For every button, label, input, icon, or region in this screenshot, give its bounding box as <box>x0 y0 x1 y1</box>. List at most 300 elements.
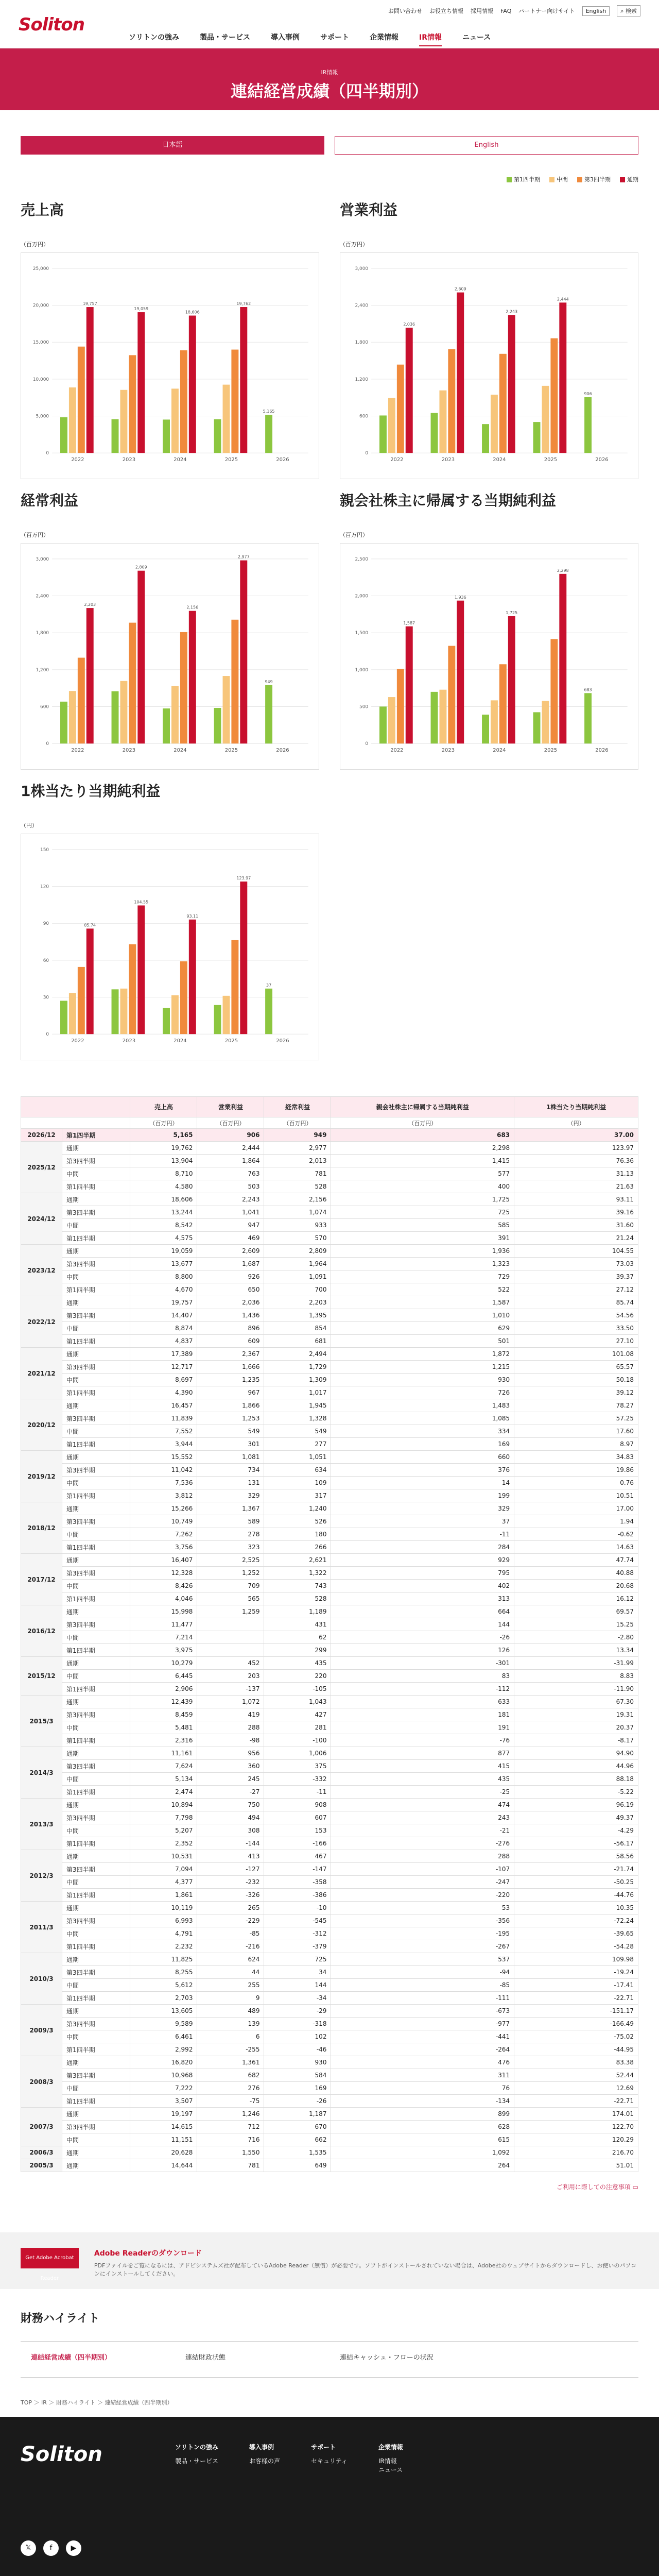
footer-link[interactable]: IR情報 <box>378 2458 397 2465</box>
table-row <box>21 1283 638 1296</box>
value-cell: -216 <box>197 1940 264 1953</box>
value-cell: 660 <box>331 1451 514 1464</box>
column-unit: （百万円） <box>264 1117 331 1129</box>
value-cell: -111 <box>331 1992 514 2005</box>
financial-highlights <box>0 2289 659 2378</box>
value-cell: 700 <box>264 1283 331 1296</box>
table-row <box>21 1760 638 1773</box>
value-cell: 11,161 <box>130 1747 197 1760</box>
value-cell: 528 <box>264 1592 331 1605</box>
search-icon: ⌕ <box>620 8 624 14</box>
y-tick-label: 30 <box>43 995 49 1001</box>
bar <box>388 697 395 743</box>
data-label: 1,725 <box>506 610 518 615</box>
y-tick-label: 15,000 <box>32 340 49 346</box>
value-cell: -26 <box>331 1631 514 1644</box>
value-cell: -137 <box>197 1683 264 1696</box>
value-cell: 503 <box>197 1180 264 1193</box>
value-cell: 216.70 <box>514 2146 638 2159</box>
bar <box>112 419 119 453</box>
value-cell: 1,309 <box>264 1374 331 1386</box>
value-cell: 435 <box>264 1657 331 1670</box>
value-cell: 57.25 <box>514 1412 638 1425</box>
value-cell: 14,615 <box>130 2121 197 2133</box>
value-cell: 8,426 <box>130 1580 197 1592</box>
value-cell: 615 <box>331 2133 514 2146</box>
bar <box>129 944 136 1034</box>
util-contact[interactable]: お問い合わせ <box>388 8 423 14</box>
bar <box>223 676 230 743</box>
value-cell: -8.17 <box>514 1734 638 1747</box>
data-label: 2,609 <box>454 286 466 292</box>
bar <box>499 354 507 453</box>
value-cell: 243 <box>331 1811 514 1824</box>
column-header: 売上高 <box>130 1097 197 1117</box>
table-row <box>21 1696 638 1708</box>
table-row <box>21 1811 638 1824</box>
legend-item: 中間 <box>549 175 568 183</box>
footer-link[interactable]: ソリトンの強み <box>175 2444 219 2451</box>
bar <box>265 415 272 453</box>
nav-company[interactable]: 企業情報 <box>370 33 398 42</box>
util-english[interactable]: English <box>582 6 610 16</box>
value-cell: 1,328 <box>264 1412 331 1425</box>
value-cell: 14 <box>331 1477 514 1489</box>
quarter-cell: 第3四半期 <box>62 1258 130 1270</box>
table-row <box>21 1335 638 1348</box>
value-cell: 469 <box>197 1232 264 1245</box>
value-cell: 311 <box>331 2069 514 2082</box>
footer-column <box>175 2443 218 2474</box>
value-cell: 67.30 <box>514 1696 638 1708</box>
chart-title: 経常利益 <box>21 492 79 509</box>
fin-link-quarterly[interactable]: 連結経営成績（四半期別） <box>21 2342 175 2378</box>
chart-svg <box>26 549 314 764</box>
value-cell: 220 <box>264 1670 331 1683</box>
value-cell: 683 <box>331 1129 514 1142</box>
value-cell: 17.60 <box>514 1425 638 1438</box>
global-nav <box>129 32 491 46</box>
data-label: 2,977 <box>237 554 250 560</box>
value-cell: 1,043 <box>264 1696 331 1708</box>
value-cell: 7,536 <box>130 1477 197 1489</box>
value-cell: 8,800 <box>130 1270 197 1283</box>
footer-logo[interactable]: Soliton <box>21 2443 102 2466</box>
column-header: 親会社株主に帰属する当期純利益 <box>331 1097 514 1117</box>
x-tick-label: 2026 <box>276 1038 289 1044</box>
page-title: 連結経営成績（四半期別） <box>230 81 428 101</box>
value-cell: -276 <box>331 1837 514 1850</box>
value-cell: 537 <box>331 1953 514 1966</box>
value-cell: -247 <box>331 1876 514 1889</box>
value-cell: 3,812 <box>130 1489 197 1502</box>
footer-link[interactable]: 企業情報 <box>378 2444 403 2451</box>
value-cell: 19.86 <box>514 1464 638 1477</box>
value-cell: 528 <box>264 1180 331 1193</box>
footer-column <box>311 2443 348 2474</box>
quarter-cell: 第3四半期 <box>62 1206 130 1219</box>
table-row <box>21 1979 638 1992</box>
period-cell: 2026/12 <box>21 1129 62 1142</box>
value-cell: 7,262 <box>130 1528 197 1541</box>
value-cell: 15,266 <box>130 1502 197 1515</box>
bar <box>137 571 145 743</box>
value-cell: -31.99 <box>514 1657 638 1670</box>
value-cell: 930 <box>264 2056 331 2069</box>
y-tick-label: 0 <box>46 451 49 456</box>
bar <box>584 397 592 453</box>
data-label: 19,762 <box>236 301 251 306</box>
table-row <box>21 1902 638 1914</box>
period-cell: 2018/12 <box>21 1502 62 1554</box>
hero-subtitle: IR情報 <box>321 69 338 76</box>
quarter-cell: 第3四半期 <box>62 1966 130 1979</box>
value-cell: 2,367 <box>197 1348 264 1361</box>
table-row <box>21 1528 638 1541</box>
table-row <box>21 1554 638 1567</box>
bar <box>388 398 395 453</box>
value-cell: 16,820 <box>130 2056 197 2069</box>
value-cell: 19.31 <box>514 1708 638 1721</box>
notice-label: ご利用に際しての注意事項 <box>556 2183 631 2191</box>
search-button[interactable] <box>617 5 640 16</box>
quarter-cell: 中間 <box>62 1270 130 1283</box>
quarter-cell: 第1四半期 <box>62 1592 130 1605</box>
value-cell: -4.29 <box>514 1824 638 1837</box>
value-cell: 1,872 <box>331 1348 514 1361</box>
value-cell <box>197 1644 264 1657</box>
data-label: 19,059 <box>134 307 149 312</box>
page-hero <box>0 48 659 110</box>
value-cell: -5.22 <box>514 1786 638 1799</box>
logo[interactable]: Soliton <box>19 14 84 35</box>
x-tick-label: 2024 <box>174 748 187 754</box>
footer-column <box>249 2443 280 2474</box>
value-cell: 526 <box>264 1515 331 1528</box>
bar <box>542 386 549 453</box>
value-cell: 109.98 <box>514 1953 638 1966</box>
value-cell: 11,151 <box>130 2133 197 2146</box>
value-cell: -11.90 <box>514 1683 638 1696</box>
util-recruit[interactable]: 採用情報 <box>471 8 494 14</box>
data-label: 19,757 <box>82 301 97 307</box>
value-cell: 633 <box>331 1696 514 1708</box>
value-cell: 413 <box>197 1850 264 1863</box>
value-cell: 476 <box>331 2056 514 2069</box>
value-cell: 1,535 <box>264 2146 331 2159</box>
value-cell: 266 <box>264 1541 331 1554</box>
value-cell: 650 <box>197 1283 264 1296</box>
bar <box>86 307 94 453</box>
data-label: 123.97 <box>236 876 251 881</box>
footer-link[interactable]: 製品・サービス <box>175 2458 219 2465</box>
data-label: 104.55 <box>134 900 149 905</box>
value-cell: 62 <box>264 1631 331 1644</box>
y-tick-label: 3,000 <box>36 556 49 562</box>
bar <box>120 681 127 743</box>
bar <box>180 350 187 453</box>
bar <box>112 691 119 744</box>
value-cell: 313 <box>331 1592 514 1605</box>
value-cell: -46 <box>264 2043 331 2056</box>
bar <box>189 920 196 1034</box>
value-cell: 278 <box>197 1528 264 1541</box>
fin-link-cashflow[interactable]: 連結キャッシュ・フローの状況 <box>330 2342 484 2378</box>
y-tick-label: 1,200 <box>36 667 49 673</box>
value-cell: 8,710 <box>130 1167 197 1180</box>
value-cell: 634 <box>264 1464 331 1477</box>
table-row <box>21 1580 638 1592</box>
bar <box>137 905 145 1034</box>
bar <box>120 390 127 453</box>
value-cell: 947 <box>197 1219 264 1232</box>
x-tick-label: 2026 <box>595 748 609 754</box>
bar <box>448 646 455 744</box>
value-cell: 0.76 <box>514 1477 638 1489</box>
data-label: 2,156 <box>186 605 199 610</box>
bar <box>231 940 238 1034</box>
y-tick-label: 25,000 <box>32 266 49 272</box>
period-cell: 2020/12 <box>21 1399 62 1451</box>
y-tick-label: 2,500 <box>355 556 369 562</box>
quarter-cell: 中間 <box>62 1425 130 1438</box>
value-cell: 245 <box>197 1773 264 1786</box>
chart-svg <box>26 839 314 1055</box>
value-cell: 933 <box>264 1219 331 1232</box>
x-icon[interactable]: 𝕏 <box>21 2540 36 2556</box>
value-cell: 299 <box>264 1644 331 1657</box>
value-cell: 1,072 <box>197 1696 264 1708</box>
y-tick-label: 0 <box>365 741 369 747</box>
period-cell: 2013/3 <box>21 1799 62 1850</box>
value-cell: 15.25 <box>514 1618 638 1631</box>
value-cell: 323 <box>197 1541 264 1554</box>
bar <box>439 690 446 743</box>
data-label: 2,809 <box>135 565 147 570</box>
quarter-cell: 通期 <box>62 1245 130 1258</box>
quarter-cell: 第3四半期 <box>62 1464 130 1477</box>
quarter-cell: 第3四半期 <box>62 1412 130 1425</box>
table-row <box>21 1477 638 1489</box>
footer-link[interactable]: サポート <box>311 2444 336 2451</box>
value-cell: -98 <box>197 1734 264 1747</box>
y-tick-label: 90 <box>43 921 49 927</box>
quarter-cell: 中間 <box>62 2030 130 2043</box>
value-cell: 181 <box>331 1708 514 1721</box>
bar <box>189 316 196 453</box>
lang-japanese-button[interactable]: 日本語 <box>21 136 324 155</box>
value-cell: -545 <box>264 1914 331 1927</box>
nav-products[interactable]: 製品・サービス <box>200 33 250 42</box>
value-cell: 13,605 <box>130 2005 197 2018</box>
bar <box>171 995 179 1034</box>
table-row <box>21 1502 638 1515</box>
quarter-cell: 第3四半期 <box>62 1708 130 1721</box>
bar <box>60 702 67 743</box>
value-cell: 264 <box>331 2159 514 2172</box>
bar <box>431 413 438 453</box>
value-cell: 1,725 <box>331 1193 514 1206</box>
facebook-icon[interactable]: f <box>43 2540 59 2556</box>
acrobat-badge[interactable]: Get Adobe Acrobat Reader <box>21 2248 79 2268</box>
bar <box>86 928 94 1034</box>
value-cell: 1,361 <box>197 2056 264 2069</box>
value-cell: 120.29 <box>514 2133 638 2146</box>
value-cell: 4,046 <box>130 1592 197 1605</box>
bar <box>78 967 85 1034</box>
value-cell: 1,235 <box>197 1374 264 1386</box>
value-cell: 12,439 <box>130 1696 197 1708</box>
quarter-cell: 第1四半期 <box>62 1386 130 1399</box>
quarter-cell: 中間 <box>62 2082 130 2095</box>
site-header <box>0 0 659 48</box>
value-cell: 956 <box>197 1747 264 1760</box>
x-tick-label: 2024 <box>493 457 506 463</box>
column-unit: （百万円） <box>331 1117 514 1129</box>
table-row <box>21 2159 638 2172</box>
value-cell: 169 <box>264 2082 331 2095</box>
value-cell: 122.70 <box>514 2121 638 2133</box>
value-cell: -56.17 <box>514 1837 638 1850</box>
value-cell: 360 <box>197 1760 264 1773</box>
quarter-cell: 中間 <box>62 1876 130 1889</box>
quarter-cell: 第1四半期 <box>62 1940 130 1953</box>
y-tick-label: 120 <box>40 884 49 890</box>
nav-support[interactable]: サポート <box>320 33 349 42</box>
value-cell: 2,156 <box>264 1193 331 1206</box>
bar <box>78 347 85 453</box>
value-cell: 4,670 <box>130 1283 197 1296</box>
util-faq[interactable]: FAQ <box>500 7 512 14</box>
value-cell: 1,395 <box>264 1309 331 1322</box>
value-cell: 1,187 <box>264 2108 331 2121</box>
value-cell: 19,762 <box>130 1142 197 1155</box>
value-cell: 58.56 <box>514 1850 638 1863</box>
value-cell: 44 <box>197 1966 264 1979</box>
data-label: 2,036 <box>403 322 415 327</box>
value-cell: 2,809 <box>264 1245 331 1258</box>
table-row <box>21 1296 638 1309</box>
quarter-cell: 第1四半期 <box>62 1232 130 1245</box>
bar <box>533 712 541 743</box>
table-row <box>21 1927 638 1940</box>
value-cell: 10.51 <box>514 1489 638 1502</box>
table-row <box>21 1914 638 1927</box>
quarter-cell: 第1四半期 <box>62 1438 130 1451</box>
y-tick-label: 3,000 <box>355 266 369 272</box>
value-cell: 9 <box>197 1992 264 2005</box>
bar <box>78 658 85 744</box>
x-tick-label: 2023 <box>122 457 136 463</box>
chart-unit: （百万円） <box>21 241 49 248</box>
value-cell: -127 <box>197 1863 264 1876</box>
nav-news[interactable]: ニュース <box>462 33 491 42</box>
value-cell: 419 <box>197 1708 264 1721</box>
value-cell: -356 <box>331 1914 514 1927</box>
y-tick-label: 20,000 <box>32 303 49 309</box>
value-cell: 6,445 <box>130 1670 197 1683</box>
table-row <box>21 1348 638 1361</box>
quarter-cell: 通期 <box>62 1657 130 1670</box>
value-cell: 199 <box>331 1489 514 1502</box>
youtube-icon[interactable]: ▶ <box>66 2540 81 2556</box>
x-tick-label: 2024 <box>493 748 506 754</box>
value-cell: 50.18 <box>514 1374 638 1386</box>
quarter-cell: 第3四半期 <box>62 1760 130 1773</box>
data-label: 1,587 <box>403 620 415 625</box>
value-cell: 12.69 <box>514 2082 638 2095</box>
value-cell: -19.24 <box>514 1966 638 1979</box>
quarter-cell: 中間 <box>62 1773 130 1786</box>
value-cell: 144 <box>331 1618 514 1631</box>
value-cell: 11,825 <box>130 1953 197 1966</box>
bar <box>231 620 238 743</box>
footer-link[interactable]: 導入事例 <box>249 2444 274 2451</box>
table-row <box>21 2030 638 2043</box>
value-cell: 877 <box>331 1747 514 1760</box>
chart-unit: （百万円） <box>21 532 49 538</box>
value-cell: -267 <box>331 1940 514 1953</box>
nav-strength[interactable]: ソリトンの強み <box>129 33 179 42</box>
y-tick-label: 600 <box>40 704 49 710</box>
value-cell: 76.36 <box>514 1155 638 1167</box>
bar <box>508 616 515 743</box>
util-partner[interactable]: パートナー向けサイト <box>518 8 575 14</box>
value-cell: 2,316 <box>130 1734 197 1747</box>
value-cell: 6,993 <box>130 1914 197 1927</box>
value-cell: -25 <box>331 1786 514 1799</box>
value-cell: 1,041 <box>197 1206 264 1219</box>
value-cell: 1,189 <box>264 1605 331 1618</box>
period-cell: 2014/3 <box>21 1747 62 1799</box>
value-cell: 11,839 <box>130 1412 197 1425</box>
value-cell: 11,042 <box>130 1464 197 1477</box>
y-tick-label: 1,800 <box>36 631 49 636</box>
value-cell: 4,837 <box>130 1335 197 1348</box>
y-tick-label: 500 <box>359 704 369 710</box>
table-row <box>21 1374 638 1386</box>
value-cell: 781 <box>264 1167 331 1180</box>
lang-english-button[interactable]: English <box>335 136 638 155</box>
fin-link-position[interactable]: 連結財政状態 <box>175 2342 330 2378</box>
value-cell: 10,531 <box>130 1850 197 1863</box>
value-cell: 7,222 <box>130 2082 197 2095</box>
quarter-cell: 通期 <box>62 2005 130 2018</box>
util-info[interactable]: お役立ち情報 <box>429 8 464 14</box>
footer-link[interactable]: お客様の声 <box>249 2458 281 2465</box>
nav-ir[interactable]: IR情報 <box>419 32 442 46</box>
value-cell: 415 <box>331 1760 514 1773</box>
value-cell: 14,644 <box>130 2159 197 2172</box>
value-cell: -22.71 <box>514 2095 638 2108</box>
footer-link[interactable]: セキュリティ <box>311 2458 348 2465</box>
chart-legend <box>0 155 659 183</box>
notice-link[interactable] <box>0 2172 659 2201</box>
nav-cases[interactable]: 導入事例 <box>271 33 300 42</box>
bar <box>214 419 221 453</box>
value-cell: 795 <box>331 1567 514 1580</box>
value-cell: 51.01 <box>514 2159 638 2172</box>
bar <box>482 424 489 453</box>
footer-column <box>378 2443 403 2474</box>
value-cell: 2,232 <box>130 1940 197 1953</box>
value-cell: 1,240 <box>264 1502 331 1515</box>
value-cell: 1,259 <box>197 1605 264 1618</box>
quarter-cell: 通期 <box>62 1296 130 1309</box>
footer-link[interactable]: ニュース <box>378 2466 403 2473</box>
x-tick-label: 2022 <box>71 457 84 463</box>
value-cell: -318 <box>264 2018 331 2030</box>
